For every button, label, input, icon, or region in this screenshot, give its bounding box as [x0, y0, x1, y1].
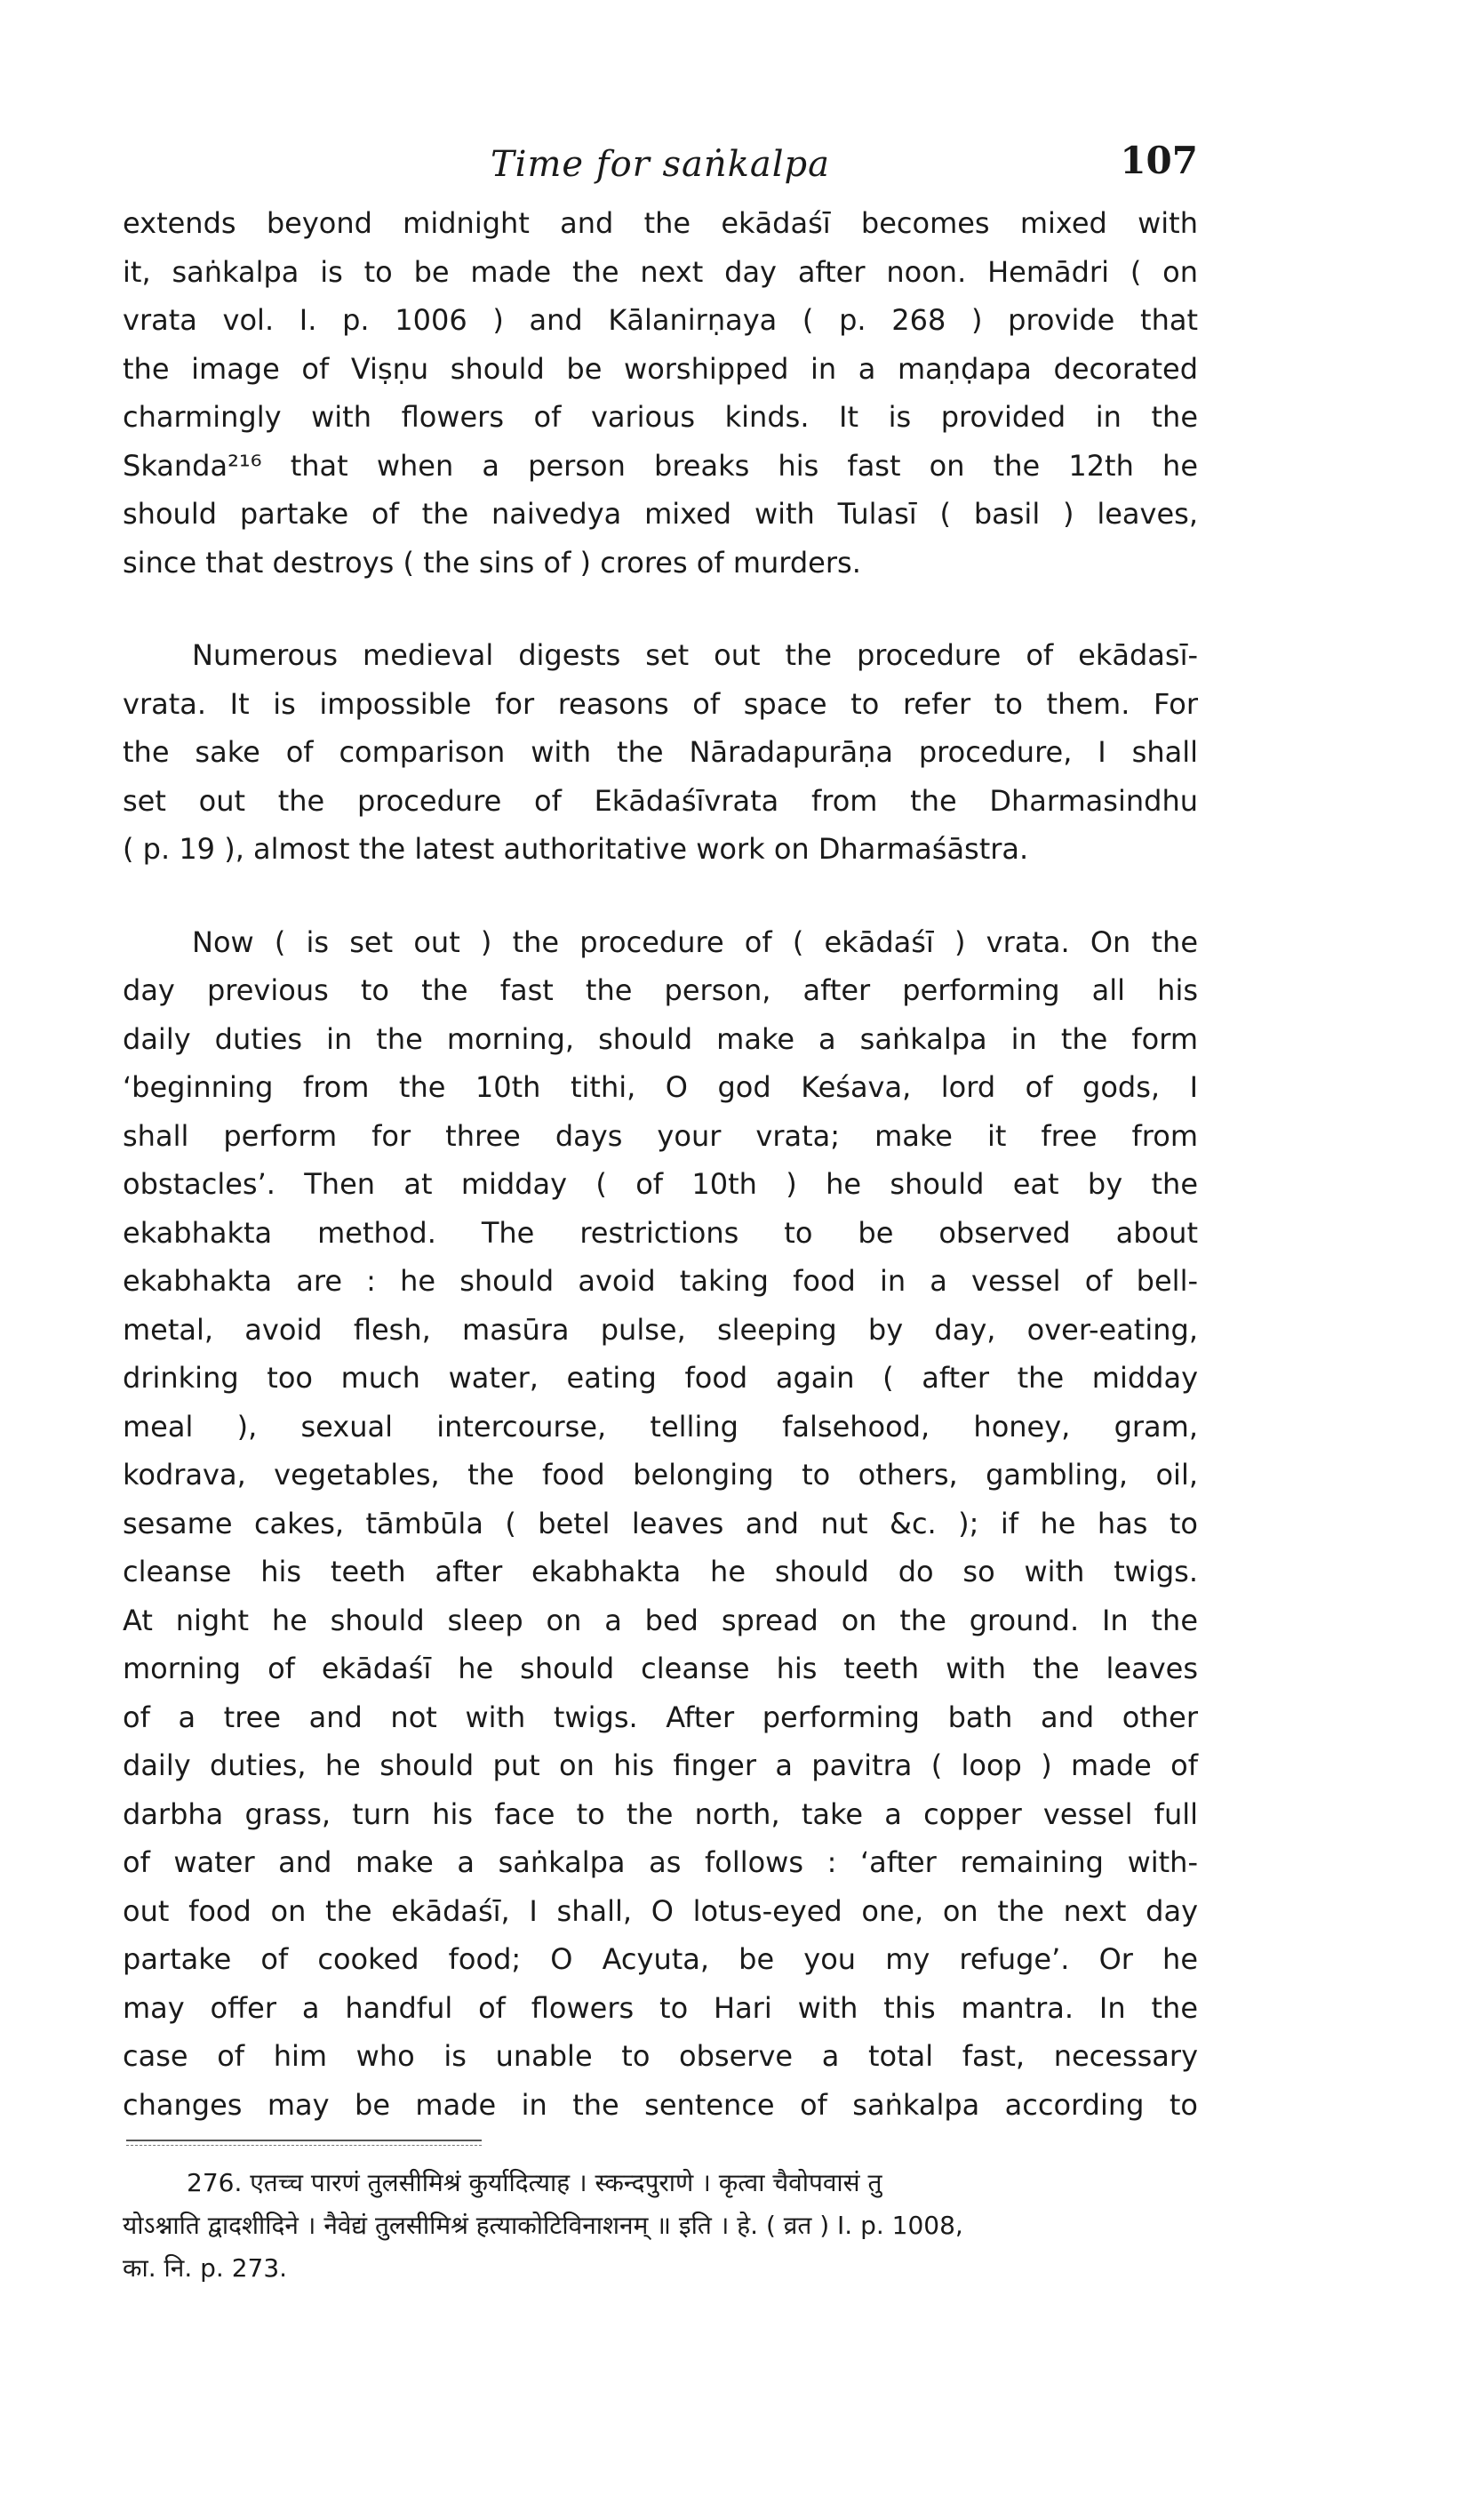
- text-line: ‘beginning from the 10th tithi, O god Keśava, lord of gods, I: [123, 1070, 1198, 1104]
- text-line: daily duties, he should put on his finger a pavitra ( loop ) made of: [123, 1748, 1198, 1782]
- text-line: vrata vol. I. p. 1006 ) and Kālanirṇaya ( p. 268 ) provide that: [123, 303, 1198, 337]
- text-line: ekabhakta are : he should avoid taking food in a vessel of bell-: [123, 1264, 1198, 1298]
- text-line: metal, avoid flesh, masūra pulse, sleeping by day, over-eating,: [123, 1312, 1198, 1347]
- text-line: drinking too much water, eating food again ( after the midday: [123, 1361, 1198, 1395]
- text-line: should partake of the naivedya mixed with Tulasī ( basil ) leaves,: [123, 497, 1198, 531]
- footnote-line: योऽश्नाति द्वादशीदिने । नैवेद्यं तुलसीमिश्रं हत्याकोटिविनाशनम् ॥ इति । हे. ( व्रत ) I. p. 1008,: [123, 2211, 963, 2240]
- text-line: case of him who is unable to observe a total fast, necessary: [123, 2039, 1198, 2073]
- footnote-line: का. नि. p. 273.: [123, 2253, 288, 2283]
- text-line: sesame cakes, tāmbūla ( betel leaves and nut &c. ); if he has to: [123, 1506, 1198, 1540]
- text-line: ( p. 19 ), almost the latest authoritative work on Dharmaśāstra.: [123, 832, 1029, 866]
- text-line: may offer a handful of flowers to Hari with this mantra. In the: [123, 1990, 1198, 2025]
- text-line: meal ), sexual intercourse, telling falsehood, honey, gram,: [123, 1409, 1198, 1444]
- footnote-276: [123, 2162, 1198, 2290]
- page-header: [123, 133, 1198, 196]
- text-line: morning of ekādaśī he should cleanse his teeth with the leaves: [123, 1652, 1198, 1685]
- text-line: the image of Viṣṇu should be worshipped in a maṇḍapa decorated: [123, 351, 1198, 386]
- text-line: the sake of comparison with the Nāradapurāṇa procedure, I shall: [123, 735, 1198, 769]
- text-line: since that destroys ( the sins of ) crores of murders.: [123, 545, 861, 580]
- text-line: cleanse his teeth after ekabhakta he should do so with twigs.: [123, 1555, 1198, 1588]
- text-line: At night he should sleep on a bed spread on the ground. In the: [123, 1603, 1198, 1637]
- text-line: obstacles’. Then at midday ( of 10th ) he should eat by the: [123, 1167, 1198, 1201]
- footnote-separator: [126, 2140, 482, 2146]
- text-line: daily duties in the morning, should make a saṅkalpa in the form: [123, 1021, 1198, 1056]
- text-line: kodrava, vegetables, the food belonging to others, gambling, oil,: [123, 1458, 1198, 1492]
- text-line: day previous to the fast the person, after performing all his: [123, 973, 1198, 1007]
- text-line: set out the procedure of Ekādaśīvrata from the Dharmasindhu: [123, 783, 1198, 818]
- text-line: of water and make a saṅkalpa as follows : ‘after remaining with-: [123, 1845, 1198, 1879]
- paragraph-3: [123, 918, 1198, 2130]
- text-line: out food on the ekādaśī, I shall, O lotus-eyed one, on the next day: [123, 1893, 1198, 1928]
- book-page: [123, 133, 1198, 2290]
- text-line: ekabhakta method. The restrictions to be observed about: [123, 1215, 1198, 1250]
- text-line: of a tree and not with twigs. After performing bath and other: [123, 1700, 1198, 1734]
- text-line: darbha grass, turn his face to the north, take a copper vessel full: [123, 1796, 1198, 1831]
- text-line: it, saṅkalpa is to be made the next day after noon. Hemādri ( on: [123, 254, 1198, 289]
- text-line: charmingly with flowers of various kinds. It is provided in the: [123, 400, 1198, 434]
- paragraph-1: [123, 199, 1198, 587]
- text-line: Now ( is set out ) the procedure of ( ekādaśī ) vrata. On the: [192, 924, 1198, 959]
- footnote-line: 276. एतच्च पारणं तुलसीमिश्रं कुर्यादित्याह । स्कन्दपुराणे । कृत्वा चैवोपवासं तु: [187, 2168, 882, 2197]
- text-line: changes may be made in the sentence of saṅkalpa according to: [123, 2087, 1198, 2122]
- text-line: extends beyond midnight and the ekādaśī becomes mixed with: [123, 206, 1198, 240]
- running-head: Time for saṅkalpa: [491, 144, 830, 185]
- text-line: Numerous medieval digests set out the procedure of ekādasī-: [192, 638, 1198, 672]
- text-line: partake of cooked food; O Acyuta, be you my refuge’. Or he: [123, 1942, 1198, 1976]
- text-line: vrata. It is impossible for reasons of space to refer to them. For: [123, 686, 1198, 721]
- text-line: Skanda²¹⁶ that when a person breaks his fast on the 12th he: [123, 448, 1198, 483]
- text-line: shall perform for three days your vrata; make it free from: [123, 1118, 1198, 1153]
- page-number: 107: [1120, 139, 1198, 182]
- paragraph-2: [123, 631, 1198, 874]
